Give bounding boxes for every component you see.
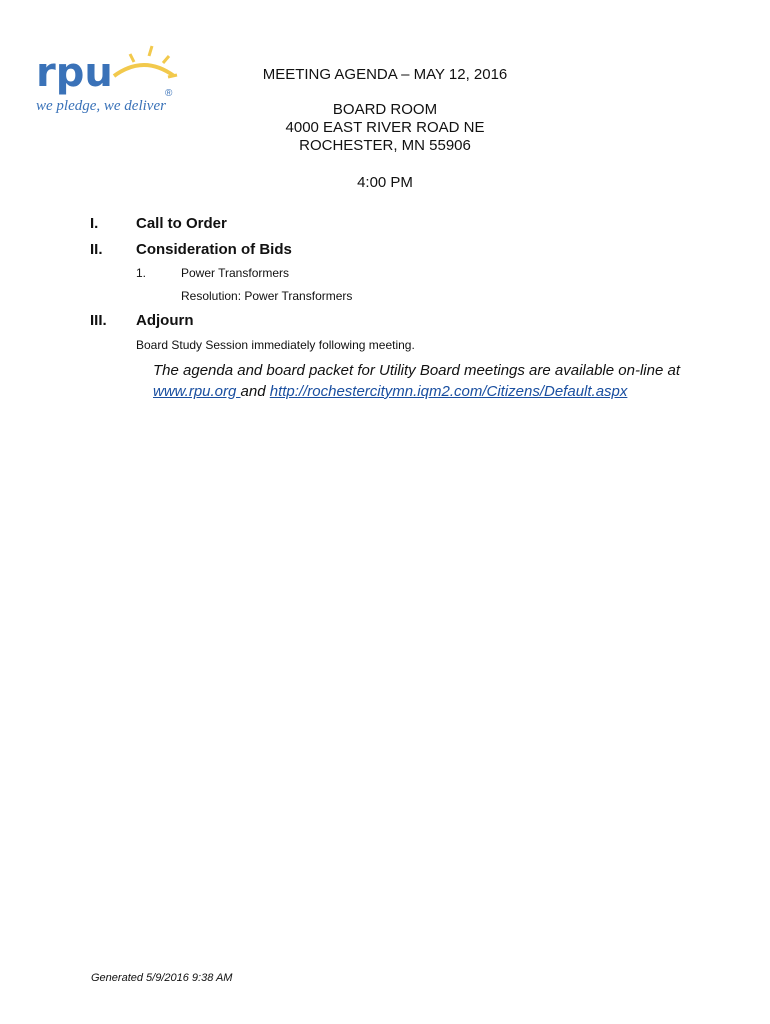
sun-icon (114, 46, 177, 77)
agenda-numeral-1: I. (90, 215, 99, 232)
agenda-numeral-3: III. (90, 312, 107, 329)
rpu-logo (34, 42, 184, 122)
meeting-title: MEETING AGENDA – MAY 12, 2016 (262, 66, 508, 83)
address-line-2: ROCHESTER, MN 55906 (299, 137, 471, 154)
meeting-time: 4:00 PM (357, 174, 413, 191)
availability-notice (153, 360, 713, 402)
agenda-numeral-2: II. (90, 241, 103, 258)
availability-conjunction: and (240, 383, 266, 400)
meeting-room: BOARD ROOM (332, 101, 438, 118)
agenda-item-call-to-order: Call to Order (136, 215, 227, 232)
bid-item: Power Transformers (181, 266, 290, 280)
address-line-1: 4000 EAST RIVER ROAD NE (285, 119, 485, 136)
agenda-item-consideration-of-bids: Consideration of Bids (136, 241, 292, 258)
logo-tagline: we pledge, we deliver (36, 98, 166, 114)
generated-timestamp: Generated 5/9/2016 9:38 AM (91, 972, 233, 984)
citizens-portal-link[interactable]: http://rochestercitymn.iqm2.com/Citizens/Default.aspx (269, 383, 628, 400)
agenda-item-adjourn: Adjourn (136, 312, 194, 329)
bid-number: 1. (136, 266, 147, 280)
logo-wordmark: rpu (36, 50, 113, 96)
availability-text: The agenda and board packet for Utility Board meetings are available on-line at (153, 362, 680, 379)
bid-resolution: Resolution: Power Transformers (181, 289, 353, 303)
adjourn-note: Board Study Session immediately following meeting. (136, 338, 415, 352)
rpu-website-link[interactable]: www.rpu.org (153, 383, 241, 400)
registered-mark: ® (165, 88, 173, 99)
